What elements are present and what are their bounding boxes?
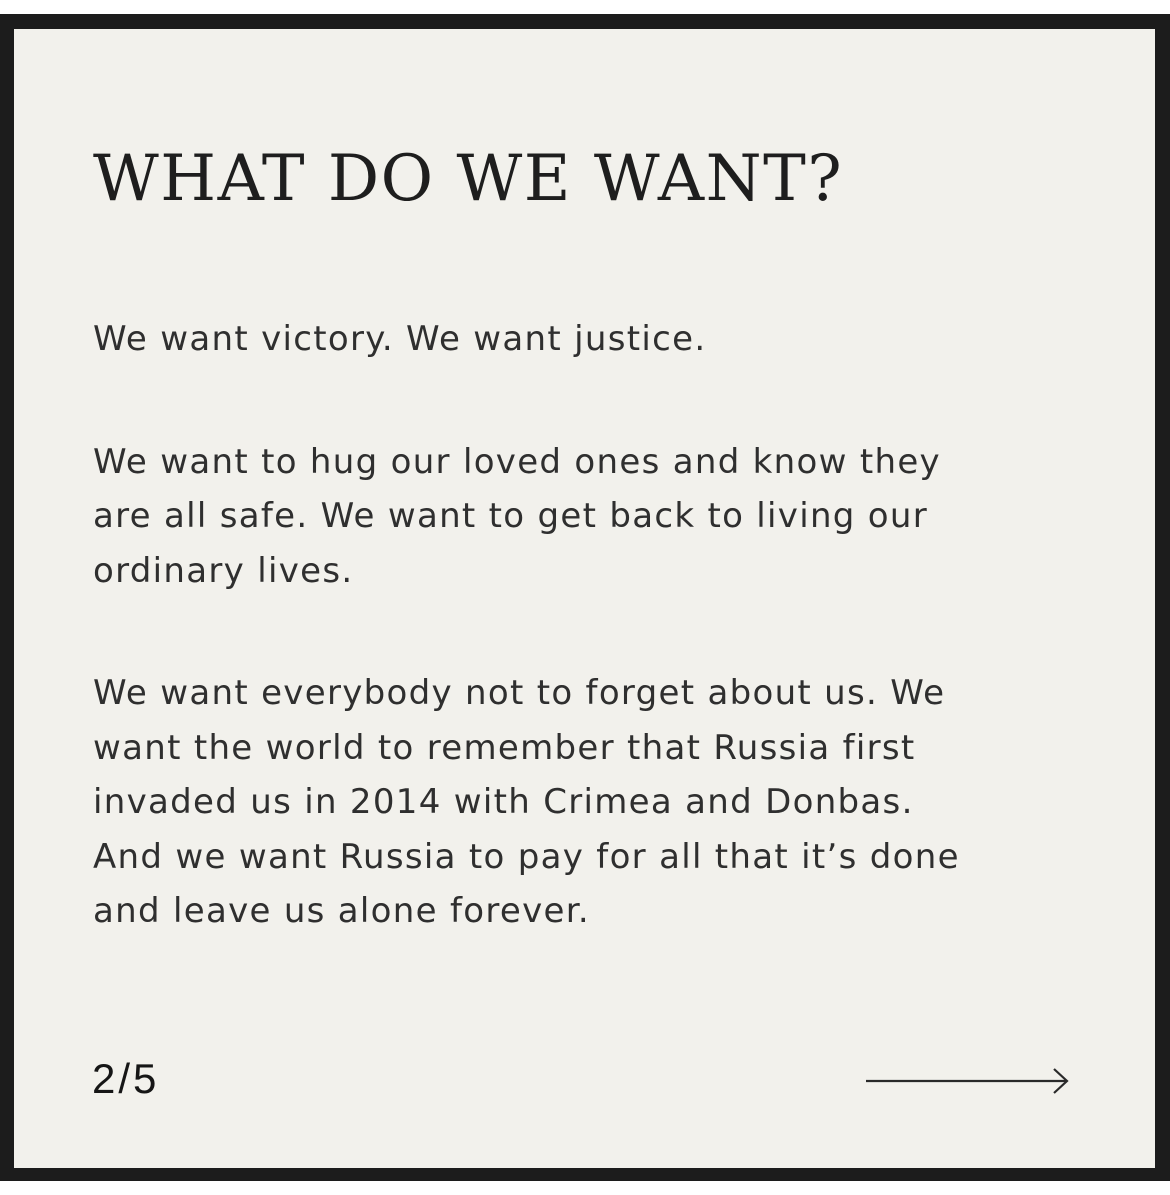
- paragraph-remember: We want everybody not to forget about us. We want the world to remember that Russia first invaded us in 2014 with Crimea and Donbas. And we want Russia to pay for all that it’s done and leave us alone forever.: [93, 673, 960, 931]
- paragraph-victory: We want victory. We want justice.: [93, 319, 707, 359]
- arrow-right-icon: [865, 1065, 1071, 1097]
- slide-title: WHAT DO WE WANT?: [93, 142, 844, 216]
- slide-body: [93, 312, 1053, 1007]
- paragraph-loved-ones: We want to hug our loved ones and know they are all safe. We want to get back to living our ordinary lives.: [93, 441, 941, 591]
- slide-frame: [0, 14, 1170, 1181]
- slide-card: [14, 29, 1155, 1168]
- page-indicator: 2/5: [92, 1055, 160, 1102]
- next-slide-button[interactable]: [865, 1065, 1071, 1097]
